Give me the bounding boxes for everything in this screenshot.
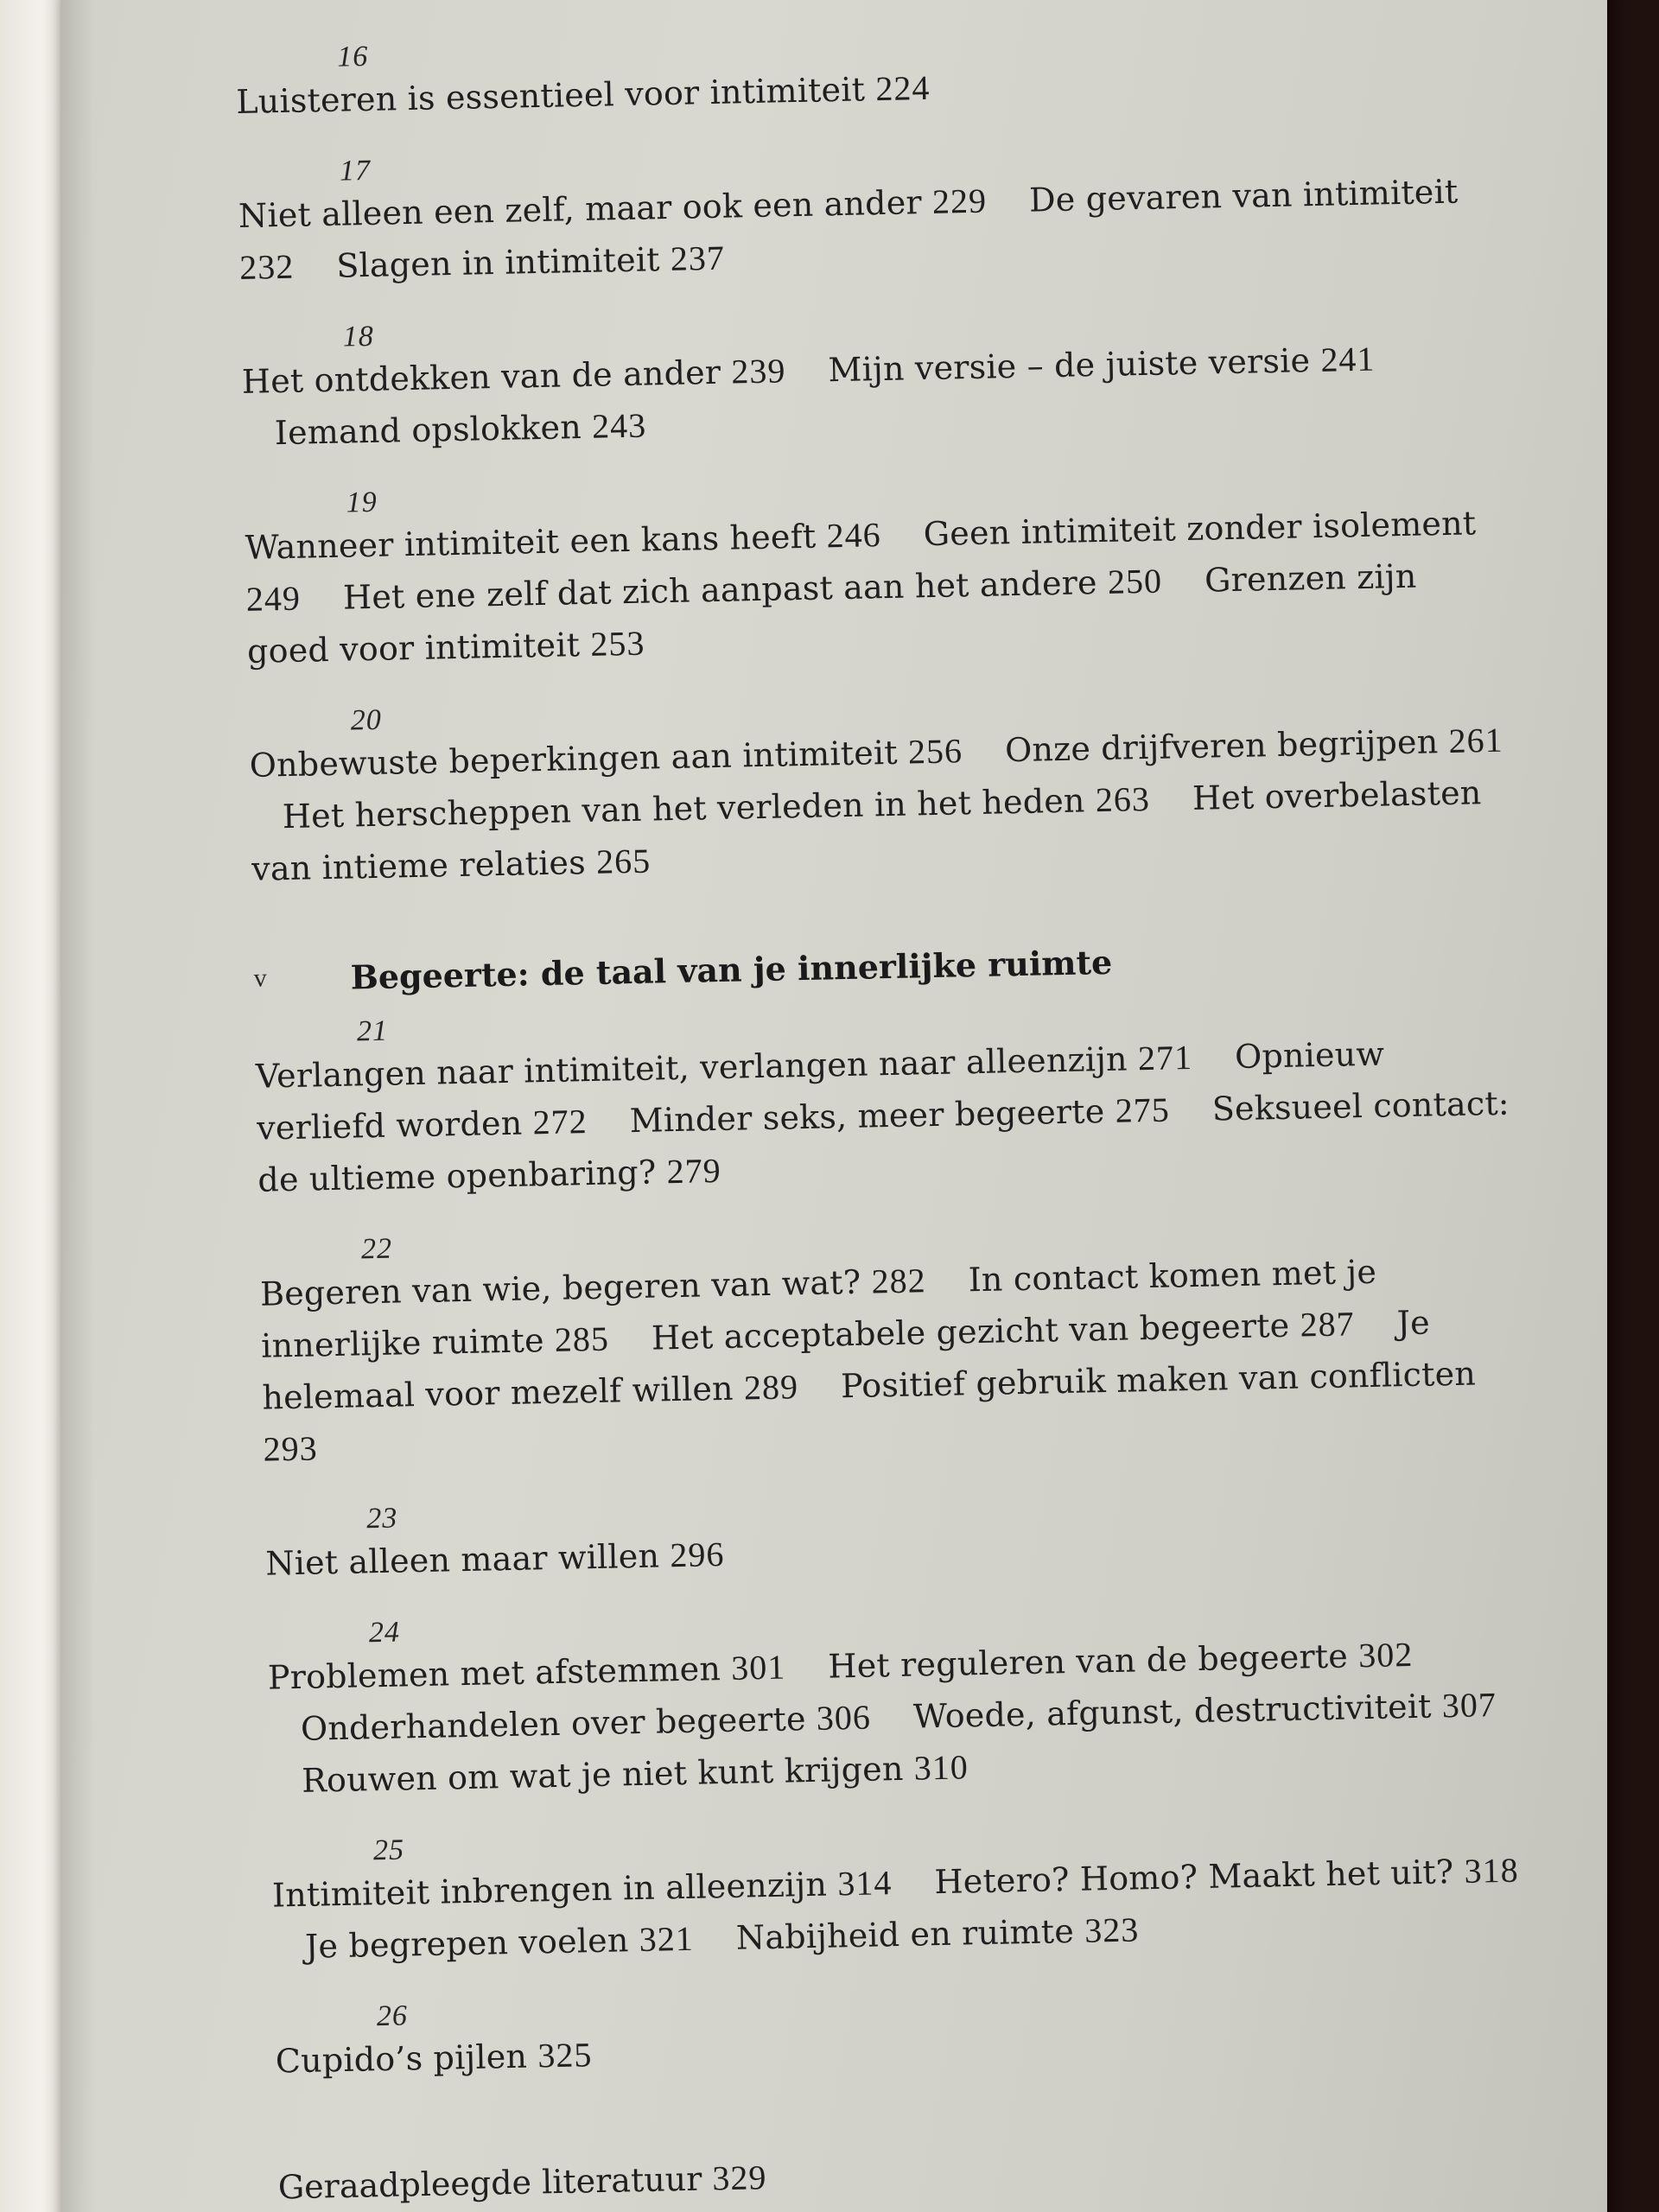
chapter-number: 23 <box>365 1502 398 1535</box>
chapters-block-b <box>255 992 1538 2116</box>
entry-page-number: 232 <box>238 246 295 287</box>
toc-entry <box>275 2036 592 2080</box>
chapter-entries <box>249 715 1513 895</box>
chapter-number: 20 <box>350 703 383 737</box>
entry-title: Positief gebruik maken van conflicten <box>840 1354 1477 1406</box>
entry-page-number: 287 <box>1300 1304 1356 1344</box>
entry-title: Wanneer intimiteit een kans heeft <box>245 517 817 567</box>
entry-page-number: 229 <box>931 181 988 221</box>
entry-page-number: 296 <box>669 1534 725 1575</box>
entry-title: Het acceptabele gezicht van begeerte <box>651 1306 1290 1357</box>
entry-title: Niet alleen een zelf, maar ook een ander <box>238 183 923 235</box>
entry-title: Het ene zelf dat zich aanpast aan het andere <box>342 563 1098 617</box>
chapter-22 <box>259 1210 1525 1475</box>
entry-title: Je helemaal voor mezelf willen <box>262 1303 1431 1417</box>
entry-title: Onze drijfveren begrijpen <box>1004 722 1439 770</box>
chapter-entries <box>259 1243 1525 1475</box>
chapter-number: 25 <box>372 1834 405 1867</box>
entry-title: Seksueel contact: de ultieme openbaring? <box>257 1084 1510 1199</box>
entry-title: Iemand opslokken <box>274 408 582 453</box>
toc-entry <box>620 1305 1355 1357</box>
toc-entry <box>249 732 963 785</box>
chapters-block-a <box>235 18 1514 925</box>
entry-title: Geen intimiteit zonder isolement <box>923 504 1477 554</box>
entry-title: De gevaren van intimiteit <box>1028 172 1459 219</box>
entry-page-number: 302 <box>1357 1635 1414 1675</box>
entry-title: Verlangen naar intimiteit, verlangen naar alleenzijn <box>255 1039 1128 1096</box>
page-gutter-shadow <box>60 0 95 2212</box>
part-number: v <box>253 963 268 993</box>
entry-page-number: 275 <box>1115 1090 1171 1130</box>
toc-entry <box>245 516 881 567</box>
part-heading <box>253 928 1516 1005</box>
entry-title: Problemen met afstemmen <box>267 1649 721 1697</box>
chapter-number: 22 <box>360 1232 393 1266</box>
entry-title: Minder seks, meer begeerte <box>629 1092 1105 1141</box>
entry-page-number: 265 <box>595 841 652 881</box>
entry-page-number: 310 <box>913 1747 969 1788</box>
toc-entry <box>238 182 988 235</box>
entry-page-number: 243 <box>591 405 647 446</box>
toc-entry <box>236 69 931 121</box>
entry-page-number: 241 <box>1319 339 1376 379</box>
entry-page-number: 253 <box>589 623 645 664</box>
toc-entry <box>269 1699 872 1749</box>
entry-title: Niet alleen maar willen <box>264 1536 660 1583</box>
table-of-contents <box>235 18 1540 2212</box>
entry-page-number: 271 <box>1137 1038 1193 1078</box>
entry-title: Cupido’s pijlen <box>275 2037 528 2081</box>
entry-page-number: 256 <box>907 731 963 772</box>
entry-page-number: 307 <box>1441 1685 1497 1726</box>
toc-entry <box>251 780 1151 836</box>
entry-title: Begeren van wie, begeren van wat? <box>259 1262 861 1313</box>
entry-page-number: 224 <box>874 67 931 109</box>
entry-page-number: 314 <box>836 1863 893 1904</box>
chapter-entries <box>255 1025 1519 1205</box>
chapter-number: 17 <box>339 154 372 188</box>
entry-title: Het overbelasten van intieme relaties <box>251 773 1482 888</box>
entry-page-number: 293 <box>263 1428 319 1469</box>
entry-page-number: 289 <box>743 1367 799 1408</box>
entry-title: Woede, afgunst, destructiviteit <box>912 1687 1433 1736</box>
toc-entry <box>881 1686 1497 1736</box>
toc-entry <box>265 1535 725 1583</box>
chapter-25 <box>271 1811 1535 1973</box>
entry-page-number: 321 <box>639 1918 695 1960</box>
entry-page-number: 246 <box>826 515 882 556</box>
book-page <box>60 0 1607 2212</box>
backmatter-entry <box>277 2136 1540 2212</box>
previous-page-edge <box>0 0 69 2212</box>
entry-title: Opnieuw verliefd worden <box>256 1034 1385 1147</box>
entry-page-number: 272 <box>532 1102 588 1142</box>
chapter-number: 26 <box>376 1999 409 2033</box>
toc-entry <box>597 1091 1170 1141</box>
entry-page-number: 318 <box>1464 1850 1520 1891</box>
entry-title: Het ontdekken van de ander <box>241 353 721 401</box>
entry-page-number: 261 <box>1448 720 1504 760</box>
entry-title: Het herscheppen van het verleden in het heden <box>282 781 1086 836</box>
entry-title: Grenzen zijn goed voor intimiteit <box>246 556 1417 671</box>
entry-page-number: 285 <box>554 1319 610 1359</box>
toc-entry <box>704 1910 1140 1957</box>
toc-entry <box>973 721 1503 770</box>
chapter-18 <box>241 298 1505 460</box>
chapter-20 <box>248 682 1513 895</box>
entry-title: Onderhandelen over begeerte <box>300 1700 807 1748</box>
toc-entry <box>796 340 1376 390</box>
chapter-24 <box>267 1593 1532 1807</box>
entry-page-number: 306 <box>816 1697 872 1738</box>
backmatter-page: 329 <box>711 2158 767 2198</box>
toc-entry <box>273 1920 694 1967</box>
chapter-number: 21 <box>356 1014 389 1048</box>
toc-entry <box>902 1852 1519 1902</box>
part-title: Begeerte: de taal van je innerlijke ruimte <box>350 942 1113 997</box>
toc-entry <box>796 1636 1414 1686</box>
toc-entry <box>270 1748 969 1800</box>
entry-title: Je begrepen voelen <box>304 1921 629 1966</box>
entry-title: In contact komen met je innerlijke ruimte <box>260 1252 1377 1365</box>
entry-title: Intimiteit inbrengen in alleenzijn <box>271 1865 828 1915</box>
entry-page-number: 282 <box>871 1261 927 1301</box>
chapter-number: 24 <box>368 1616 401 1649</box>
entry-title: Rouwen om wat je niet kunt krijgen <box>301 1749 904 1800</box>
entry-title: Onbewuste beperkingen aan intimiteit <box>249 733 899 785</box>
entry-title: Slagen in intimiteit <box>335 240 661 285</box>
toc-entry <box>260 1262 926 1313</box>
entry-title: Nabijheid en ruimte <box>735 1911 1075 1957</box>
entry-page-number: 325 <box>537 2035 593 2075</box>
chapter-21 <box>255 992 1520 1205</box>
entry-page-number: 323 <box>1084 1910 1140 1950</box>
entry-page-number: 279 <box>666 1150 722 1192</box>
toc-entry <box>241 352 785 401</box>
chapter-number: 19 <box>346 486 378 519</box>
chapter-19 <box>244 464 1509 677</box>
toc-entry <box>243 407 647 453</box>
entry-page-number: 239 <box>730 351 786 391</box>
toc-entry <box>256 1039 1193 1096</box>
entry-title: Het reguleren van de begeerte <box>827 1637 1349 1686</box>
entry-page-number: 237 <box>670 238 726 278</box>
toc-entry <box>268 1649 786 1697</box>
chapter-number: 16 <box>336 40 369 73</box>
entry-page-number: 263 <box>1095 779 1151 820</box>
entry-page-number: 301 <box>730 1647 786 1688</box>
entry-page-number: 249 <box>245 578 302 619</box>
toc-entry <box>272 1864 893 1914</box>
chapter-number: 18 <box>342 320 375 353</box>
entry-page-number: 250 <box>1107 561 1163 601</box>
toc-entry <box>304 239 725 286</box>
chapter-17 <box>238 132 1502 294</box>
chapter-entries <box>245 497 1509 677</box>
chapter-entries <box>267 1626 1531 1807</box>
entry-title: Luisteren is essentieel voor intimiteit <box>235 70 866 121</box>
entry-title: Hetero? Homo? Maakt het uit? <box>933 1853 1454 1902</box>
backmatter-title: Geraadpleegde literatuur <box>277 2159 702 2207</box>
entry-title: Mijn versie – de juiste versie <box>828 341 1311 390</box>
toc-entry <box>311 563 1163 618</box>
